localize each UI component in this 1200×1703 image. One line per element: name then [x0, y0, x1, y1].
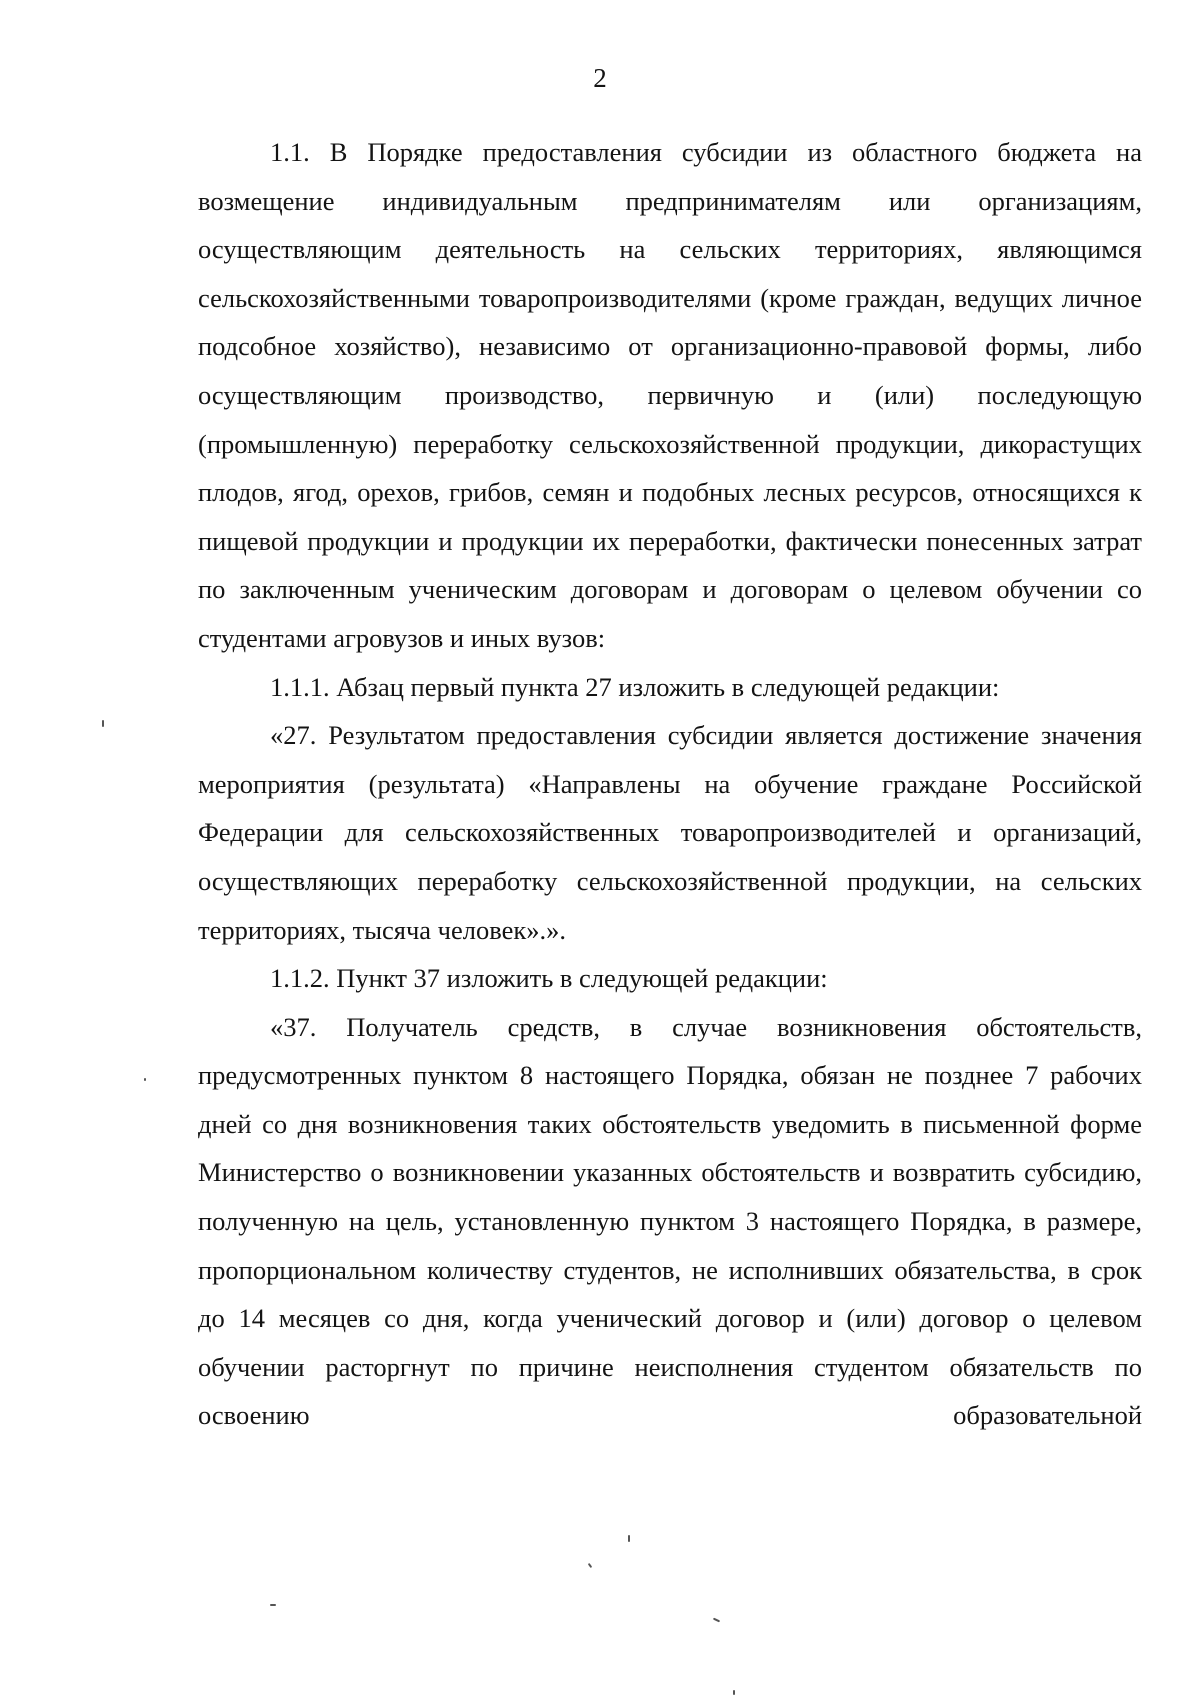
scan-speck [102, 720, 104, 727]
scan-speck [628, 1535, 630, 1542]
scan-speck [270, 1604, 276, 1606]
scan-speck [588, 1563, 593, 1568]
paragraph-item-27: «27. Результатом предоставления субсидии является достижение значения мероприятия (результата) «Направлены на обучение граждане Российской Федерации для сельскохозяйственных товаропроизводителей и организаций, осуществляющих переработку сельскохозяйственной продукции, на сельских территориях, тысяча человек».». [198, 720, 1142, 945]
paragraph-1-1: 1.1. В Порядке предоставления субсидии из областного бюджета на возмещение индивидуальным предпринимателям или организациям, осуществляющим деятельность на сельских территориях, являющимся сельскохозяйственными товаропроизводителями (кроме граждан, ведущих личное подсобное хозяйство), независимо от организационно-правовой формы, либо осуществляющим производство, первичную и (или) последующую (промышленную) переработку сельскохозяйственной продукции, дикорастущих плодов, ягод, орехов, грибов, семян и подобных лесных ресурсов, относящихся к пищевой продукции и продукции их переработки, фактически понесенных затрат по заключенным ученическим договорам и договорам о целевом обучении со студентами агровузов и иных вузов: [198, 137, 1142, 653]
scan-speck [733, 1690, 735, 1695]
page-number: 2 [593, 63, 607, 93]
paragraph-1-1-1: 1.1.1. Абзац первый пункта 27 изложить в следующей редакции: [270, 671, 1000, 702]
document-body [198, 128, 1142, 1440]
scan-speck [144, 1078, 146, 1081]
paragraph-1-1-2: 1.1.2. Пункт 37 изложить в следующей редакции: [270, 963, 828, 994]
scan-speck [713, 1618, 720, 1623]
paragraph-item-37: «37. Получатель средств, в случае возникновения обстоятельств, предусмотренных пунктом 8 настоящего Порядка, обязан не позднее 7 рабочих дней со дня возникновения таких обстоятельств уведомить в письменной форме Министерство о возникновении указанных обстоятельств и возвратить субсидию, полученную на цель, установленную пунктом 3 настоящего Порядка, в размере, пропорциональном количеству студентов, не исполнивших обязательства, в срок до 14 месяцев со дня, когда ученический договор и (или) договор о целевом обучении расторгнут по причине неисполнения студентом обязательств по освоению образовательной [198, 1011, 1142, 1431]
